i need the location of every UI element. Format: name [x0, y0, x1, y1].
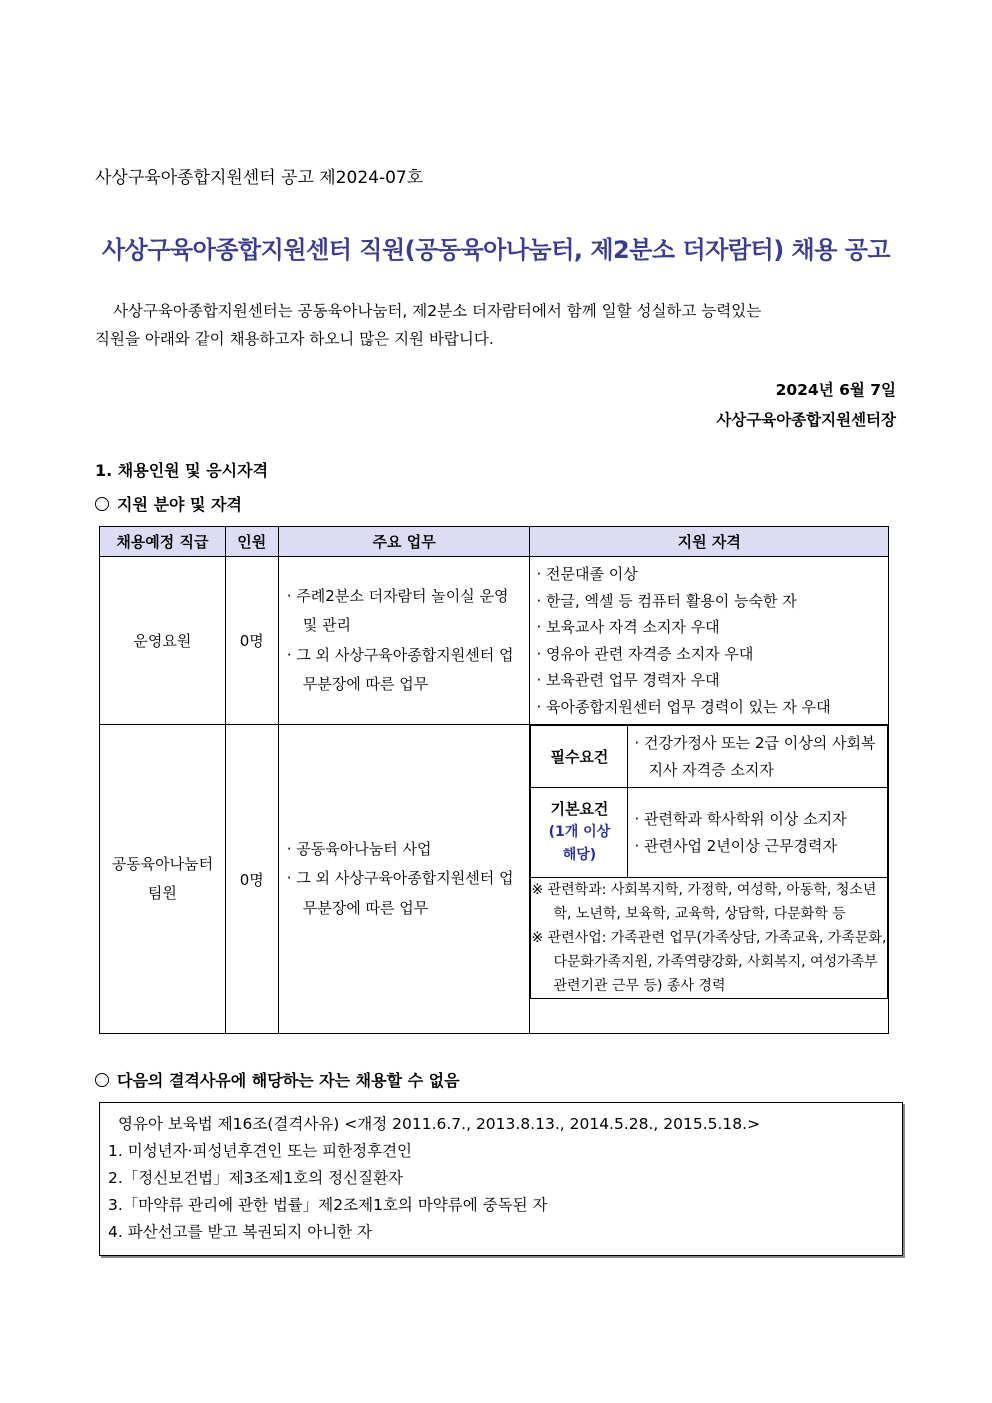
table-row-team-member [100, 725, 889, 1034]
table-header-row [100, 527, 889, 557]
qualification-item: · 영유아 관련 자격증 소지자 우대 [536, 644, 754, 663]
basic-note: 해당) [562, 847, 597, 863]
qualification-subtable [530, 725, 888, 999]
basic-item: · 관련사업 2년이상 근무경력자 [634, 836, 837, 855]
header-duties: 주요 업무 [278, 527, 530, 557]
subheading-positions [95, 492, 242, 515]
subheading-disqualification [95, 1068, 460, 1091]
basic-item: · 관련학과 학사학위 이상 소지자 [634, 810, 847, 828]
position-line: 팀원 [147, 884, 177, 902]
required-item: · 건강가정사 또는 2급 이상의 사회복지사 자격증 소지자 [634, 734, 876, 779]
qualification-item: · 보육관련 업무 경력자 우대 [536, 671, 720, 689]
disqualification-item: 2.「정신보건법」제3조제1호의 정신질환자 [108, 1169, 404, 1187]
basic-label: 기본요건 [550, 800, 609, 818]
note-item: ※ 관련학과: 사회복지학, 가정학, 여성학, 아동학, 청소년학, 노년학, 보육학, 교육학, 상담학, 다문화학 등 [531, 882, 877, 922]
issue-block [716, 375, 896, 435]
circle-bullet-icon [95, 1073, 109, 1087]
count-cell: 0명 [225, 725, 278, 1034]
position-cell: 운영요원 [100, 557, 226, 725]
duty-item: · 그 외 사상구육아종합지원센터 업무분장에 따른 업무 [286, 645, 514, 693]
note-item: ※ 관련사업: 가족관련 업무(가족상담, 가족교육, 가족문화, 다문화가족지원, 가족역량강화, 사회복지, 여성가족부 관련기관 근무 등) 종사 경력 [531, 930, 887, 994]
basic-cell [628, 788, 888, 878]
qualifications-cell [530, 725, 889, 1034]
duty-item: · 그 외 사상구육아종합지원센터 업무분장에 따른 업무 [286, 869, 514, 917]
qualification-item: · 한글, 엑셀 등 컴퓨터 활용이 능숙한 자 [536, 591, 797, 610]
position-line: 공동육아나눔터 [111, 855, 214, 873]
duty-item: · 주례2분소 더자람터 놀이실 운영 및 관리 [286, 586, 509, 634]
issuer-name: 사상구육아종합지원센터장 [716, 411, 896, 429]
disqualification-item: 3.「마약류 관리에 관한 법률」제2조제1호의 마약류에 중독된 자 [108, 1196, 548, 1214]
subheading-positions-text: 지원 분야 및 자격 [117, 495, 242, 514]
disqualification-box [99, 1102, 903, 1256]
intro-line-1: 사상구육아종합지원센터는 공동육아나눔터, 제2분소 더자람터에서 함께 일할 성실하고 능력있는 [113, 302, 762, 320]
header-qualifications: 지원 자격 [530, 527, 889, 557]
law-reference: 영유아 보육법 제16조(결격사유) <개정 2011.6.7., 2013.8.13., 2014.5.28., 2015.5.18.> [118, 1115, 761, 1133]
required-cell [628, 726, 888, 788]
disqualification-item: 4. 파산선고를 받고 복권되지 아니한 자 [108, 1223, 373, 1241]
header-position: 채용예정 직급 [100, 527, 226, 557]
position-cell [100, 725, 226, 1034]
disqualification-item: 1. 미성년자·피성년후견인 또는 피한정후견인 [108, 1142, 413, 1160]
intro-paragraph [95, 297, 895, 353]
qualification-item: · 보육교사 자격 소지자 우대 [536, 618, 720, 636]
intro-line-2: 직원을 아래와 같이 채용하고자 하오니 많은 지원 바랍니다. [95, 330, 494, 348]
basic-label-cell [531, 788, 628, 878]
qualification-item: · 전문대졸 이상 [536, 565, 638, 583]
duties-cell [278, 557, 530, 725]
document-title: 사상구육아종합지원센터 직원(공동육아나눔터, 제2분소 더자람터) 채용 공고 [101, 236, 891, 264]
header-count: 인원 [225, 527, 278, 557]
recruitment-table [99, 526, 889, 1034]
qualification-item: · 육아종합지원센터 업무 경력이 있는 자 우대 [536, 697, 831, 716]
notes-cell [531, 878, 888, 999]
duty-item: · 공동육아나눔터 사업 [286, 839, 432, 858]
count-cell: 0명 [225, 557, 278, 725]
circle-bullet-icon [95, 497, 109, 511]
duties-cell [278, 725, 530, 1034]
issue-date: 2024년 6월 7일 [775, 381, 896, 399]
qualifications-cell [530, 557, 889, 725]
required-label: 필수요건 [531, 726, 628, 788]
section-heading: 1. 채용인원 및 응시자격 [95, 461, 269, 480]
notice-number: 사상구육아종합지원센터 공고 제2024-07호 [95, 168, 424, 188]
subheading-disqualification-text: 다음의 결격사유에 해당하는 자는 채용할 수 없음 [117, 1071, 460, 1090]
table-row-operator [100, 557, 889, 725]
basic-note: (1개 이상 [548, 824, 611, 840]
